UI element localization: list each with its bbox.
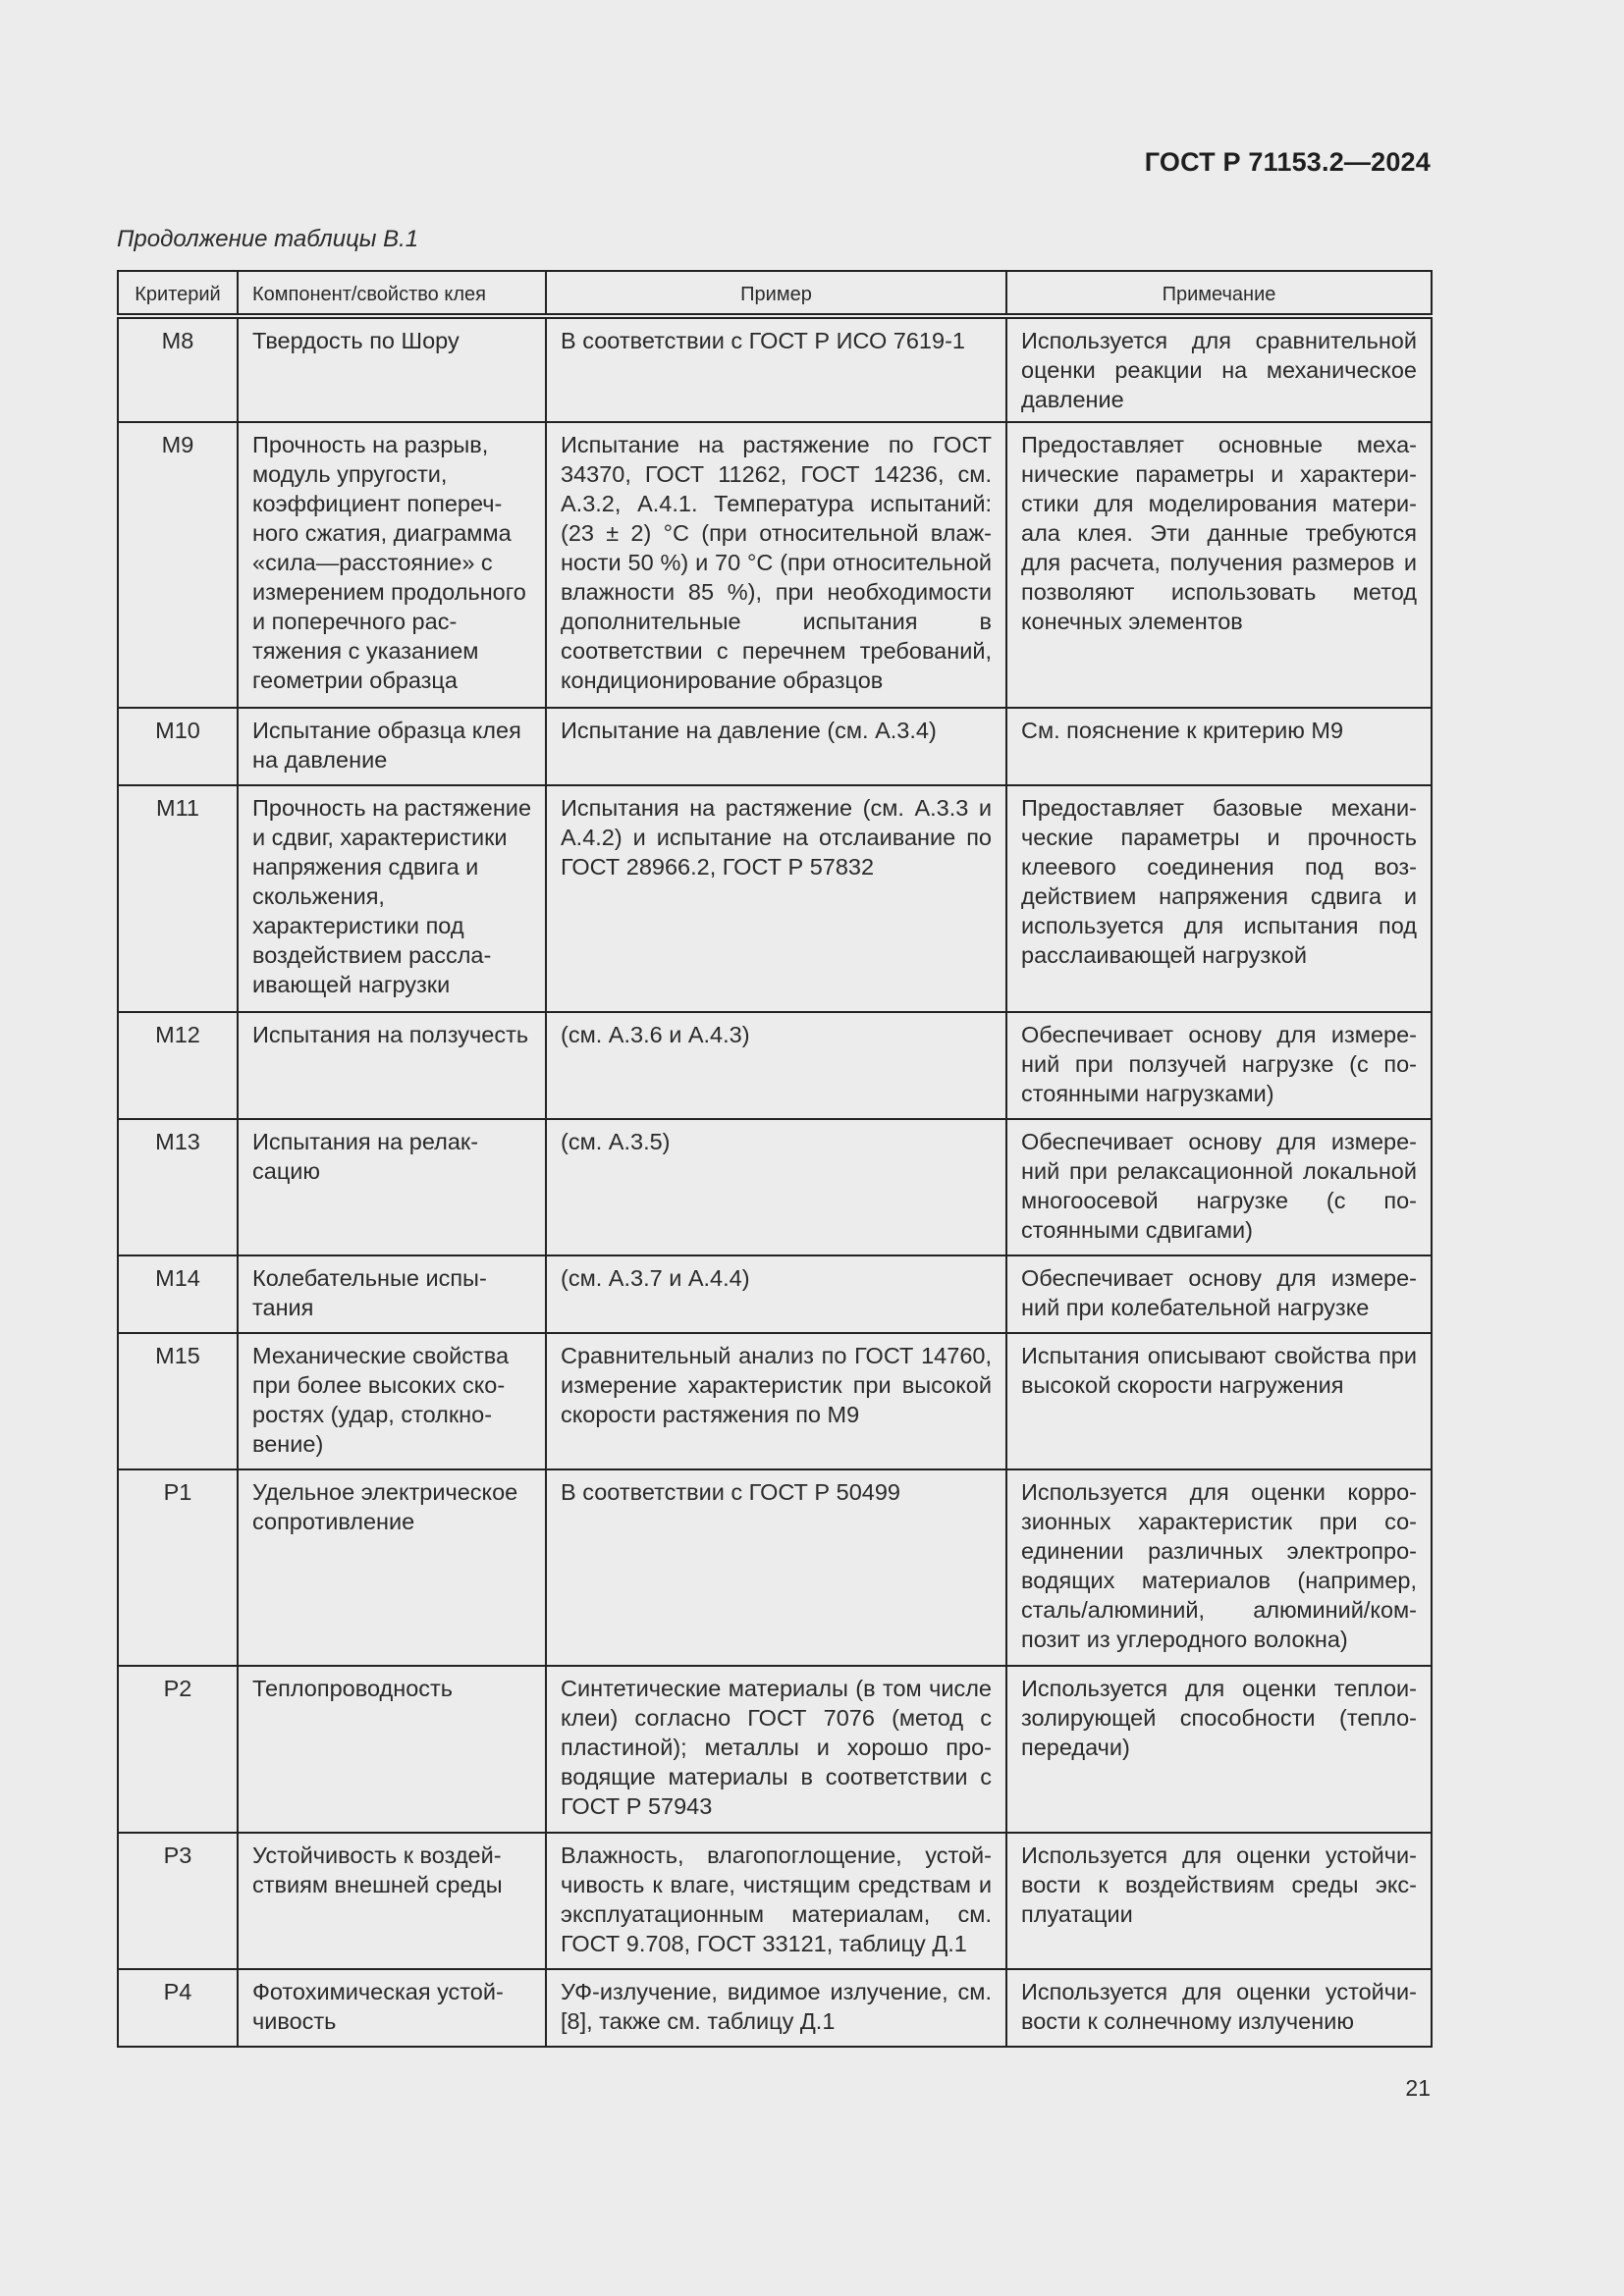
criterion-cell: M14	[118, 1255, 238, 1333]
component-cell: Твердость по Шору	[238, 316, 546, 422]
criterion-cell: M9	[118, 422, 238, 708]
component-cell: Механические свойства при более высоких скоростях (удар, столкновение)	[238, 1333, 546, 1469]
table-caption: Продолжение таблицы В.1	[117, 226, 419, 252]
example-cell: Влажность, влагопоглощение, устойчивость к влаге, чистящим средствам и эксплуатационным материалам, см. ГОСТ 9.708, ГОСТ 33121, таблицу Д.1	[546, 1833, 1006, 1969]
note-cell: Обеспечивает основу для измерений при колебательной нагрузке	[1006, 1255, 1432, 1333]
example-cell: УФ-излучение, видимое излучение, см. [8], также см. таблицу Д.1	[546, 1969, 1006, 2047]
column-header-example: Пример	[546, 271, 1006, 316]
column-header-component: Компонент/свойство клея	[238, 271, 546, 316]
criterion-cell: P1	[118, 1469, 238, 1666]
criterion-cell: M11	[118, 785, 238, 1012]
table-header-row	[118, 271, 1432, 316]
table-row	[118, 1666, 1432, 1833]
table-row	[118, 316, 1432, 422]
component-cell: Испытания на релаксацию	[238, 1119, 546, 1255]
table-row	[118, 708, 1432, 785]
criterion-cell: P4	[118, 1969, 238, 2047]
note-cell: Обеспечивает основу для измерений при релаксационной локальной многоосевой нагрузке (с постоянными сдвигами)	[1006, 1119, 1432, 1255]
component-cell: Испытания на ползучесть	[238, 1012, 546, 1119]
example-cell: В соответствии с ГОСТ Р 50499	[546, 1469, 1006, 1666]
table-row	[118, 1255, 1432, 1333]
example-cell: (см. А.3.7 и А.4.4)	[546, 1255, 1006, 1333]
table-row	[118, 1333, 1432, 1469]
example-cell: Сравнительный анализ по ГОСТ 14760, измерение характеристик при высокой скорости растяжения по M9	[546, 1333, 1006, 1469]
column-header-criterion: Критерий	[118, 271, 238, 316]
component-cell: Удельное электрическое сопротивление	[238, 1469, 546, 1666]
table-row	[118, 1969, 1432, 2047]
table-row	[118, 1833, 1432, 1969]
table-row	[118, 785, 1432, 1012]
criteria-table	[117, 270, 1433, 2048]
example-cell: Синтетические материалы (в том числе клеи) согласно ГОСТ 7076 (метод с пластиной); металлы и хорошо проводящие материалы в соответствии с ГОСТ Р 57943	[546, 1666, 1006, 1833]
note-cell: Используется для оценки коррозионных характеристик при соединении различных электропроводящих материалов (например, сталь/алюминий, алюминий/композит из углеродного волокна)	[1006, 1469, 1432, 1666]
component-cell: Прочность на разрыв, модуль упругости, коэффициент поперечного сжатия, диаграмма «сила—расстояние» с измерением продольного и поперечного растяжения с указанием геометрии образца	[238, 422, 546, 708]
example-cell: Испытание на растяжение по ГОСТ 34370, ГОСТ 11262, ГОСТ 14236, см. А.3.2, А.4.1. Температура испытаний: (23 ± 2) °C (при относительной влажности 50 %) и 70 °C (при относительной влажности 85 %), при необходимости дополнительные испытания в соответствии с перечнем требований, кондиционирование образцов	[546, 422, 1006, 708]
criterion-cell: P2	[118, 1666, 238, 1833]
table-row	[118, 1012, 1432, 1119]
note-cell: Используется для сравнительной оценки реакции на механическое давление	[1006, 316, 1432, 422]
example-cell: (см. А.3.6 и А.4.3)	[546, 1012, 1006, 1119]
criterion-cell: M13	[118, 1119, 238, 1255]
example-cell: (см. А.3.5)	[546, 1119, 1006, 1255]
example-cell: Испытание на давление (см. А.3.4)	[546, 708, 1006, 785]
note-cell: Используется для оценки теплоизолирующей способности (теплопередачи)	[1006, 1666, 1432, 1833]
criterion-cell: M15	[118, 1333, 238, 1469]
page-number: 21	[1405, 2075, 1431, 2101]
note-cell: Используется для оценки устойчивости к солнечному излучению	[1006, 1969, 1432, 2047]
component-cell: Колебательные испытания	[238, 1255, 546, 1333]
note-cell: Обеспечивает основу для измерений при ползучей нагрузке (с постоянными нагрузками)	[1006, 1012, 1432, 1119]
component-cell: Прочность на растяжение и сдвиг, характеристики напряжения сдвига и скольжения, характеристики под воздействием расслаивающей нагрузки	[238, 785, 546, 1012]
table-row	[118, 1469, 1432, 1666]
note-cell: Предоставляет базовые механические параметры и прочность клеевого соединения под воздействием напряжения сдвига и используется для испытания под расслаивающей нагрузкой	[1006, 785, 1432, 1012]
criterion-cell: P3	[118, 1833, 238, 1969]
column-header-note: Примечание	[1006, 271, 1432, 316]
note-cell: Используется для оценки устойчивости к воздействиям среды эксплуатации	[1006, 1833, 1432, 1969]
criterion-cell: M12	[118, 1012, 238, 1119]
note-cell: Предоставляет основные механические параметры и характеристики для моделирования материала клея. Эти данные требуются для расчета, получения размеров и позволяют использовать метод конечных элементов	[1006, 422, 1432, 708]
document-code-header: ГОСТ Р 71153.2—2024	[1144, 147, 1431, 177]
note-cell: См. пояснение к критерию M9	[1006, 708, 1432, 785]
example-cell: В соответствии с ГОСТ Р ИСО 7619-1	[546, 316, 1006, 422]
component-cell: Устойчивость к воздействиям внешней среды	[238, 1833, 546, 1969]
component-cell: Испытание образца клея на давление	[238, 708, 546, 785]
note-cell: Испытания описывают свойства при высокой скорости нагружения	[1006, 1333, 1432, 1469]
criterion-cell: M10	[118, 708, 238, 785]
component-cell: Теплопроводность	[238, 1666, 546, 1833]
example-cell: Испытания на растяжение (см. А.3.3 и А.4.2) и испытание на отслаивание по ГОСТ 28966.2, ГОСТ Р 57832	[546, 785, 1006, 1012]
table-row	[118, 1119, 1432, 1255]
component-cell: Фотохимическая устойчивость	[238, 1969, 546, 2047]
criterion-cell: M8	[118, 316, 238, 422]
table-row	[118, 422, 1432, 708]
